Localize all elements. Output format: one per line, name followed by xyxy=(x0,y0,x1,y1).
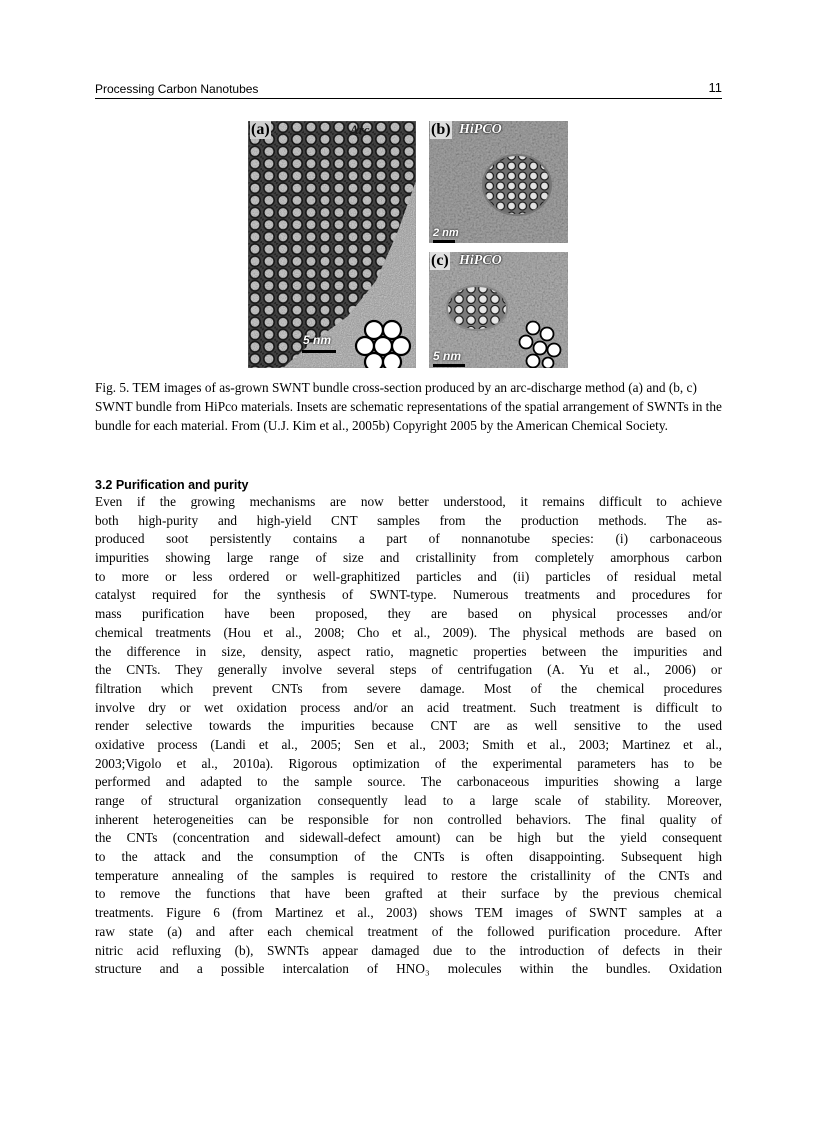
text-line: chemical treatments (Hou et al., 2008; Cho et al., 2009). The physical methods are based on xyxy=(95,624,722,640)
text-line: involve dry or wet oxidation process and/or an acid treatment. Such treatment is difficult to xyxy=(95,699,722,715)
text-line: treatments. Figure 6 (from Martinez et al., 2003) shows TEM images of SWNT samples at a xyxy=(95,905,722,921)
running-title: Processing Carbon Nanotubes xyxy=(95,82,259,96)
figure-caption: Fig. 5. TEM images of as-grown SWNT bundle cross-section produced by an arc-discharge method (a) and (b, c) SWNT bundle from HiPco materials. Insets are schematic representations of the spatial arrangement of SWNTs in the bundle for each material. From (U.J. Kim et al., 2005b) Copyright 2005 by the American Chemical Society. xyxy=(95,380,722,433)
tem-panel-b xyxy=(429,121,568,243)
panel-a-scale-bar xyxy=(302,350,336,353)
panel-b-material: HiPCO xyxy=(459,122,502,137)
tem-panel-c xyxy=(429,252,568,368)
text-line: to remove the functions that have been grafted at their surface by the previous chemical xyxy=(95,886,722,902)
text-line: nitric acid refluxing (b), SWNTs appear damaged due to the introduction of defects in their xyxy=(95,942,722,958)
text-line: temperature annealing of the samples is required to restore the cristallinity of the CNTs and xyxy=(95,867,722,883)
text-line: to more or less ordered or well-graphitized particles and (ii) particles of residual metal xyxy=(95,568,722,584)
text-line: impurities showing large range of size and cristallinity from completely amorphous carbon xyxy=(95,550,722,566)
panel-c-scale-bar-label: 5 nm xyxy=(433,349,462,363)
panel-c-material: HiPCO xyxy=(459,253,502,268)
text-line: range of structural organization consequently lead to a large scale of stability. Moreover, xyxy=(95,793,722,808)
panel-a-label: (a) xyxy=(251,121,270,138)
panel-a-material: Arc xyxy=(350,122,370,137)
page-number: 11 xyxy=(708,80,722,95)
text-line: catalyst required for the synthesis of SWNT-type. Numerous treatments and procedures for xyxy=(95,587,722,603)
text-line: render selective towards the impurities because CNT are as well sensitive to the used xyxy=(95,718,722,734)
text-line: to the attack and the consumption of the CNTs is often disappointing. Subsequent high xyxy=(95,849,722,865)
panel-b-label: (b) xyxy=(431,121,451,138)
text-line: oxidative process (Landi et al., 2005; Sen et al., 2003; Smith et al., 2003; Martinez et al., xyxy=(95,736,722,752)
text-line: raw state (a) and after each chemical treatment of the followed purification procedure. After xyxy=(95,923,722,939)
section-heading: 3.2 Purification and purity xyxy=(95,478,249,492)
text-line: both high-purity and high-yield CNT samples from the production methods. The as- xyxy=(95,512,722,528)
text-line: Even if the growing mechanisms are now better understood, it remains difficult to achieve xyxy=(95,494,722,509)
running-header xyxy=(95,80,722,99)
text-line: inherent heterogeneities can be responsible for non controlled behaviors. The final quality of xyxy=(95,811,722,827)
text-line: the CNTs (concentration and sidewall-defect amount) can be high but the yield consequent xyxy=(95,830,722,846)
text-line: filtration which prevent CNTs from severe damage. Most of the chemical procedures xyxy=(95,680,722,696)
body-paragraph xyxy=(95,493,722,979)
text-line: performed and adapted to the sample source. The carbonaceous impurities showing a large xyxy=(95,774,722,790)
text-line: structure and a possible intercalation of HNO₃ molecules within the bundles. Oxidation xyxy=(95,961,722,977)
panel-c-label: (c) xyxy=(431,252,449,269)
panel-c-scale-bar xyxy=(433,364,465,367)
panel-a-scale-bar-label: 5 nm xyxy=(303,333,332,347)
tem-panel-a xyxy=(248,121,416,368)
text-line: the difference in size, density, aspect ratio, magnetic properties between the impurities and xyxy=(95,643,722,659)
panel-b-scale-bar xyxy=(433,240,455,243)
text-line: mass purification have been proposed, they are based on physical processes and/or xyxy=(95,606,722,622)
text-line: 2003;Vigolo et al., 2010a). Rigorous optimization of the experimental parameters has to be xyxy=(95,755,722,771)
text-line: the CNTs. They generally involve several steps of centrifugation (A. Yu et al., 2006) or xyxy=(95,662,722,678)
text-line: produced soot persistently contains a part of nonnanotube species: (i) carbonaceous xyxy=(95,531,722,547)
figure-5 xyxy=(248,121,568,368)
panel-b-scale-bar-label: 2 nm xyxy=(433,227,459,239)
inset-hexagonal-packing xyxy=(356,321,410,368)
